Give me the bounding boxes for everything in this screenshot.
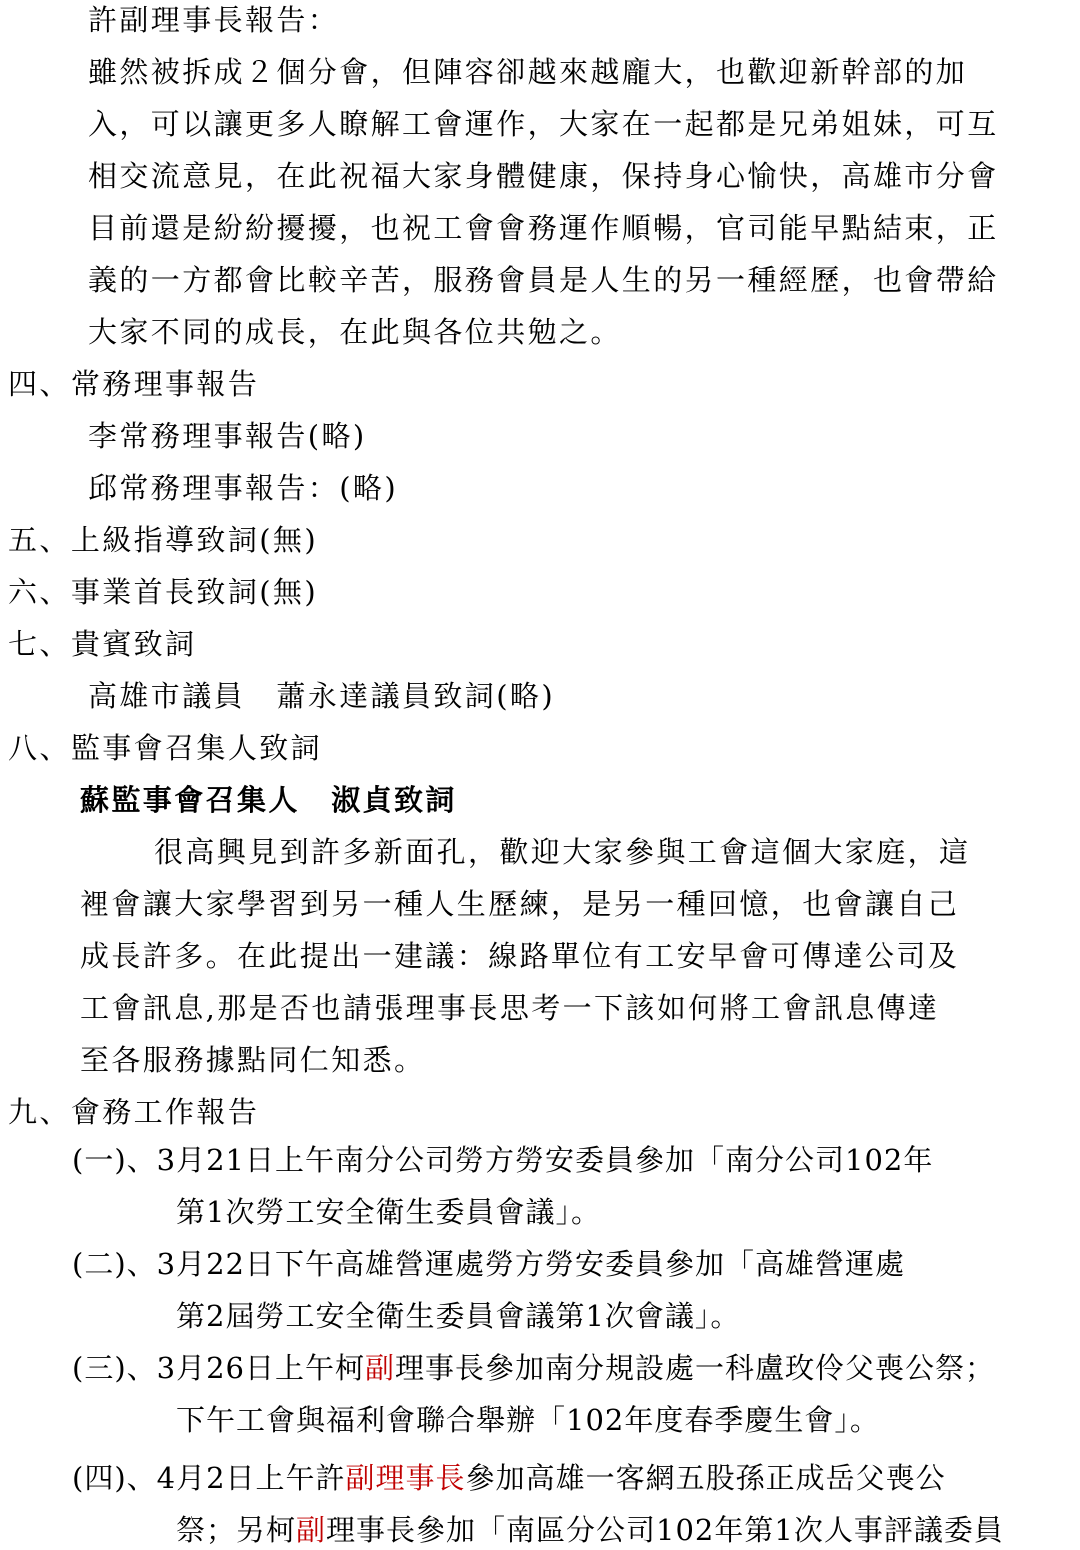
item-text: 理事長參加南分規設處一科盧玫伶父喪公祭；	[395, 1351, 996, 1385]
paragraph-line: 工會訊息,那是否也請張理事長思考一下該如何將工會訊息傳達	[80, 991, 940, 1025]
item-label: (四)、	[72, 1461, 157, 1495]
section-heading	[8, 366, 259, 402]
section-number: 四、	[8, 367, 71, 401]
section-item: 高雄市議員 蕭永達議員致詞(略)	[88, 679, 556, 713]
item-text: 祭；另柯	[176, 1513, 297, 1547]
paragraph-line: 入，可以讓更多人瞭解工會運作，大家在一起都是兄弟姐妹，可互	[88, 107, 999, 141]
section-heading	[8, 626, 196, 662]
section-title: 貴賓致詞	[70, 627, 197, 661]
paragraph-line: 相交流意見，在此祝福大家身體健康，保持身心愉快，高雄市分會	[88, 159, 999, 193]
section-title: 會務工作報告	[70, 1095, 260, 1129]
section-item: 李常務理事報告(略)	[88, 419, 367, 453]
paragraph-line: 很高興見到許多新面孔，歡迎大家參與工會這個大家庭，這	[154, 835, 971, 869]
section-heading	[8, 522, 318, 558]
paragraph-line: 目前還是紛紛擾擾，也祝工會會務運作順暢，官司能早點結束，正	[88, 211, 999, 245]
highlighted-text: 副	[365, 1351, 396, 1385]
report-item-line: 第1次勞工安全衛生委員會議」。	[176, 1195, 601, 1229]
highlighted-text: 副理事長	[345, 1461, 466, 1495]
report-item-line	[72, 1246, 905, 1282]
item-text: 3月21日上午南分公司勞方勞安委員參加「南分公司102年	[156, 1143, 934, 1177]
item-text: 3月26日上午柯	[156, 1351, 365, 1385]
section-number: 七、	[8, 627, 71, 661]
speaker-heading: 蘇監事會召集人 淑貞致詞	[80, 783, 457, 817]
item-label: (二)、	[72, 1247, 157, 1281]
report-item-line: 下午工會與福利會聯合舉辦「102年度春季慶生會」。	[176, 1403, 880, 1437]
paragraph-line: 雖然被拆成２個分會，但陣容卻越來越龐大，也歡迎新幹部的加	[88, 55, 968, 89]
item-text: 3月22日下午高雄營運處勞方勞安委員參加「高雄營運處	[156, 1247, 905, 1281]
report-item-line	[72, 1142, 933, 1178]
section-title: 事業首長致詞(無)	[70, 575, 319, 609]
section-title: 上級指導致詞(無)	[70, 523, 319, 557]
report-item-line	[176, 1512, 1004, 1548]
report-item-line	[72, 1350, 995, 1386]
section-title: 常務理事報告	[70, 367, 260, 401]
paragraph-line: 裡會讓大家學習到另一種人生歷練，是另一種回憶，也會讓自己	[80, 887, 960, 921]
paragraph-line: 成長許多。在此提出一建議：線路單位有工安早會可傳達公司及	[80, 939, 960, 973]
item-text: 4月2日上午許	[156, 1461, 346, 1495]
vice-chair-report-heading: 許副理事長報告：	[88, 3, 340, 37]
item-label: (一)、	[72, 1143, 157, 1177]
section-number: 六、	[8, 575, 71, 609]
paragraph-line: 義的一方都會比較辛苦，服務會員是人生的另一種經歷，也會帶給	[88, 263, 999, 297]
section-number: 九、	[8, 1095, 71, 1129]
section-title: 監事會召集人致詞	[70, 731, 323, 765]
item-label: (三)、	[72, 1351, 157, 1385]
paragraph-line: 大家不同的成長，在此與各位共勉之。	[88, 315, 622, 349]
section-heading	[8, 574, 318, 610]
item-text: 參加高雄一客網五股孫正成岳父喪公	[465, 1461, 946, 1495]
report-item-line: 第2屆勞工安全衛生委員會議第1次會議」。	[176, 1299, 741, 1333]
section-item: 邱常務理事報告：(略)	[88, 471, 399, 505]
paragraph-line: 至各服務據點同仁知悉。	[80, 1043, 426, 1077]
section-heading	[8, 730, 322, 766]
report-item-line	[72, 1460, 946, 1496]
section-number: 五、	[8, 523, 71, 557]
section-number: 八、	[8, 731, 71, 765]
section-heading	[8, 1094, 259, 1130]
item-text: 理事長參加「南區分公司102年第1次人事評議委員	[326, 1513, 1004, 1547]
highlighted-text: 副	[296, 1513, 327, 1547]
